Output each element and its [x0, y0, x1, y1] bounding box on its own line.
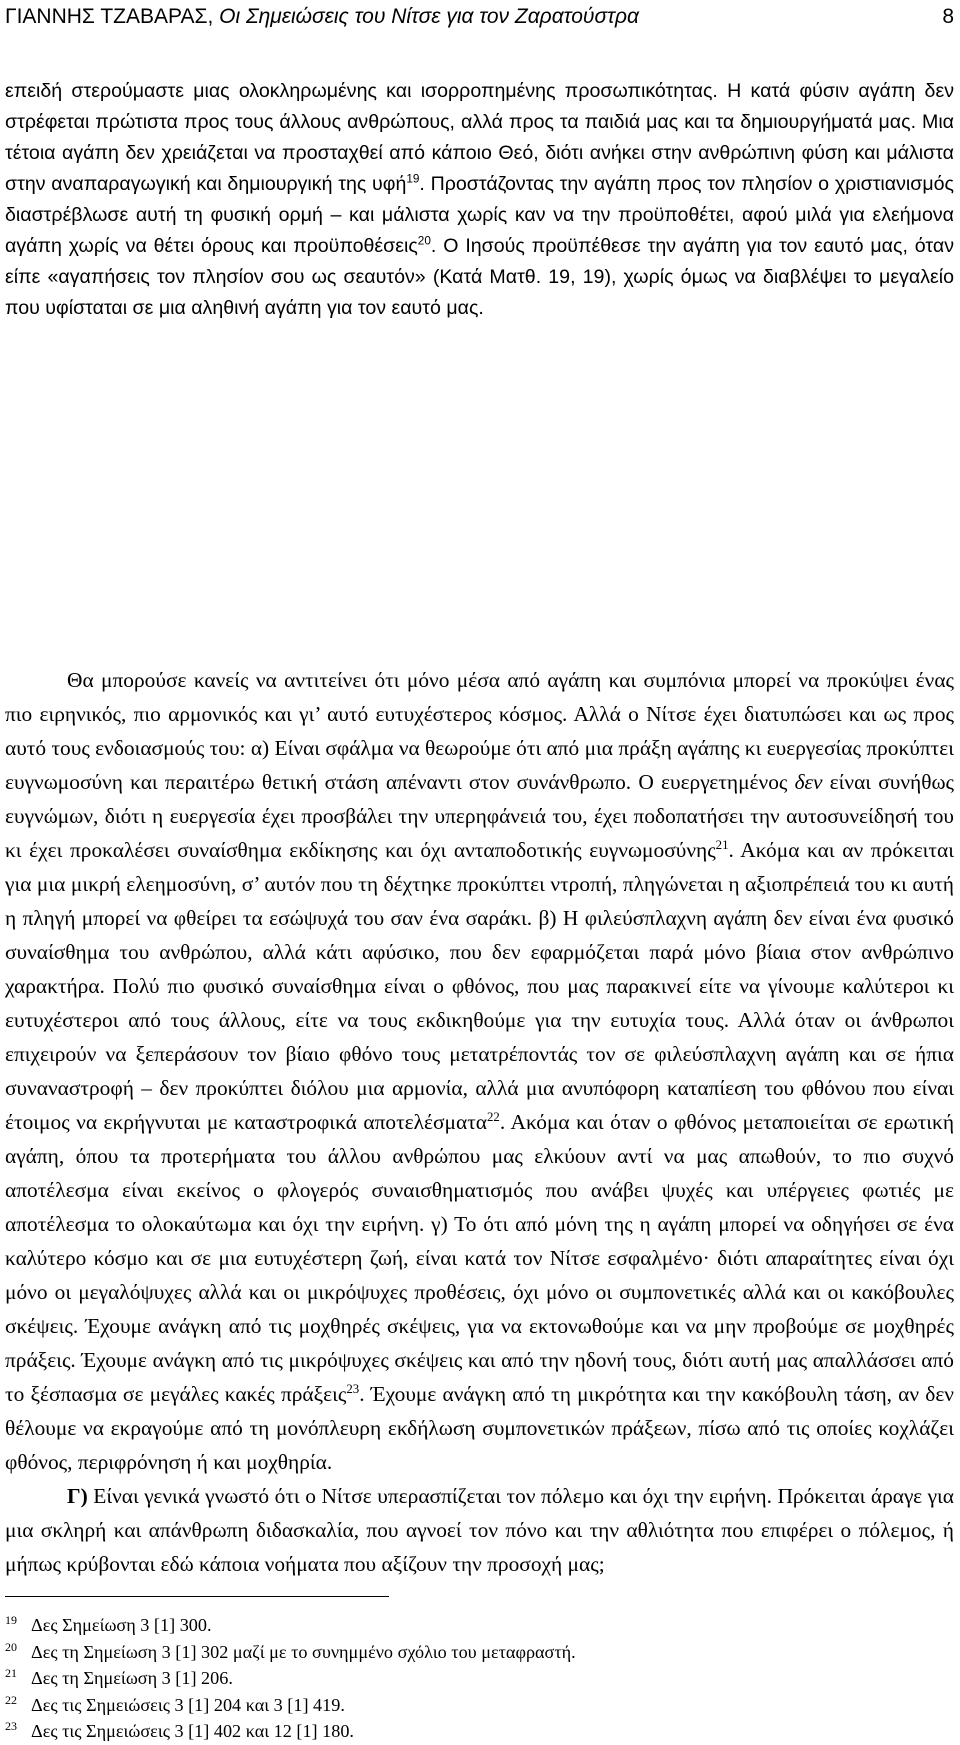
- header-author: ΓΙΑΝΝΗΣ ΤΖΑΒΑΡΑΣ,: [5, 5, 214, 28]
- footnote-19: 19 Δες Σημείωση 3 [1] 300.: [5, 1613, 212, 1635]
- footnote-23: 23 Δες τις Σημειώσεις 3 [1] 402 και 12 [1] 180.: [5, 1719, 354, 1742]
- footnote-ref-23: 23: [346, 1382, 360, 1397]
- footnotes: [5, 1612, 954, 1745]
- footnote-separator: [5, 1596, 389, 1597]
- paragraph-1-part-b: . Προστάζοντας την αγάπη προς τον πλησίον ο χριστιανισμός διαστρέβλωσε αυτή τη φυσική ορμή – και μάλιστα χωρίς καν να την προϋποθέτει, αφού μιλά για ελεήμονα αγάπη χωρίς να θέτει όρους και προϋποθέσεις: [5, 173, 954, 257]
- footnote-text: Δες τις Σημειώσεις 3 [1] 402 και 12 [1] 180.: [31, 1721, 354, 1742]
- footnote-20: 20 Δες τη Σημείωση 3 [1] 302 μαζί με το συνημμένο σχόλιο του μεταφραστή.: [5, 1639, 576, 1662]
- footnote-text: Δες τη Σημείωση 3 [1] 206.: [31, 1668, 233, 1689]
- paragraph-2-part-b: είναι συνήθως ευγνώμων, διότι η ευεργεσία έχει προσβάλει την υπερηφάνειά του, έχει ποδοπατήσει την αυτοσυνείδησή του κι έχει προκαλέσει συναίσθημα εκδίκησης και όχι ανταποδοτικής ευγνωμοσύνης: [5, 770, 955, 862]
- body-text-top: [5, 76, 954, 324]
- footnote-text: Δες τις Σημειώσεις 3 [1] 204 και 3 [1] 419.: [31, 1694, 345, 1715]
- page-number: 8: [942, 5, 954, 28]
- footnote-ref-20: 20: [417, 234, 431, 248]
- paragraph-2-part-e: . Έχουμε ανάγκη από τη μικρότητα και την κακόβουλη τάση, αν δεν θέλουμε να εκραγούμε από τη μονόπλευρη εκδήλωση συμπονετικών πράξεων, πίσω από τις οποίες κοχλάζει φθόνος, περιφρόνηση ή και μοχθηρία.: [5, 1382, 954, 1474]
- footnote-ref-19: 19: [406, 172, 420, 186]
- footnote-21: 21 Δες τη Σημείωση 3 [1] 206.: [5, 1666, 233, 1689]
- paragraph-2-part-a: Θα μπορούσε κανείς να αντιτείνει ότι μόνο μέσα από αγάπη και συμπόνια μπορεί να προκύψει ένας πιο ειρηνικός, πιο αρμονικός και γι’ αυτό ευτυχέστερος κόσμος. Αλλά ο Νίτσε έχει διατυπώσει και ως προς αυτό τους ενδοιασμούς του: α) Είναι σφάλμα να θεωρούμε ότι από μια πράξη αγάπης κι ευεργεσίας προκύπτει ευγνωμοσύνη και περαιτέρω θετική στάση απέναντι στον συνάνθρωπο. Ο ευεργετημένος: [5, 668, 954, 794]
- paragraph-3-text: Είναι γενικά γνωστό ότι ο Νίτσε υπερασπίζεται τον πόλεμο και όχι την ειρήνη. Πρόκειται άραγε για μια σκληρή και απάνθρωπη διδασκαλία, που αγνοεί τον πόνο και την αθλιότητα που επιφέρει ο πόλεμος, ή μήπως κρύβονται εδώ κάποια νοήματα που αξίζουν την προσοχή μας;: [5, 1484, 954, 1576]
- header-work-title: Οι Σημειώσεις του Νίτσε για τον Ζαρατούστρα: [219, 5, 639, 28]
- footnote-ref-21: 21: [715, 838, 729, 853]
- body-text-main: [5, 663, 954, 1581]
- paragraph-3: [5, 1479, 954, 1581]
- emphasis-den: δεν: [794, 770, 823, 794]
- footnote-text: Δες Σημείωση 3 [1] 300.: [31, 1615, 212, 1635]
- paragraph-1: [5, 76, 954, 324]
- footnote-text: Δες τη Σημείωση 3 [1] 302 μαζί με το συνημμένο σχόλιο του μεταφραστή.: [31, 1641, 576, 1662]
- section-marker-gamma: Γ): [67, 1484, 88, 1508]
- paragraph-1-part-c: . Ο Ιησούς προϋπέθεσε την αγάπη για τον εαυτό μας, όταν είπε «αγαπήσεις τον πλησίον σου ως σεαυτόν» (Κατά Ματθ. 19, 19), χωρίς όμως να διαβλέψει το μεγαλείο που υφίσταται σε μια αληθινή αγάπη για τον εαυτό μας.: [5, 235, 954, 319]
- footnote-ref-22: 22: [487, 1110, 500, 1125]
- paragraph-1-part-a: επειδή στερούμαστε μιας ολοκληρωμένης και ισορροπημένης προσωπικότητας. Η κατά φύσιν αγάπη δεν στρέφεται πρώτιστα προς τους άλλους ανθρώπους, αλλά προς τα παιδιά μας και τα δημιουργήματά μας. Μια τέτοια αγάπη δεν χρειάζεται να προσταχθεί από κάποιο Θεό, διότι ανήκει στην ανθρώπινη φύση και μάλιστα στην αναπαραγωγική και δημιουργική της υφή: [5, 80, 954, 195]
- running-header: [5, 3, 954, 31]
- header-title: [5, 3, 639, 31]
- paragraph-2: [5, 663, 954, 1479]
- footnote-22: 22 Δες τις Σημειώσεις 3 [1] 204 και 3 [1] 419.: [5, 1692, 345, 1715]
- paragraph-2-part-c: . Ακόμα και αν πρόκειται για μια μικρή ελεημοσύνη, σ’ αυτόν που τη δέχτηκε προκύπτει ντροπή, πληγώνεται η αξιοπρέπειά του κι αυτή η πληγή μπορεί να φθείρει τα εσώψυχά του σαν ένα σαράκι. β) Η φιλεύσπλαχνη αγάπη δεν είναι ένα φυσικό συναίσθημα του ανθρώπου, αλλά κάτι αφύσικο, που δεν εφαρμόζεται παρά μόνο βίαια στον ανθρώπινο χαρακτήρα. Πολύ πιο φυσικό συναίσθημα είναι ο φθόνος, που μας παρακινεί είτε να γίνουμε καλύτεροι κι ευτυχέστεροι από τους άλλους, είτε να τους εκδικηθούμε για την ευτυχία τους. Αλλά όταν οι άνθρωποι επιχειρούν να ξεπεράσουν τον βίαιο φθόνο τους μετατρέποντάς τον σε φιλεύσπλαχνη αγάπη και σε ήπια συναναστροφή – δεν προκύπτει διόλου μια αρμονία, αλλά μια ανυπόφορη καταπίεση του φθόνου που είναι έτοιμος να εκρήγνυται με καταστροφικά αποτελέσματα: [5, 838, 954, 1134]
- paragraph-2-part-d: . Ακόμα και όταν ο φθόνος μεταποιείται σε ερωτική αγάπη, όπου τα προτερήματα του άλλου ανθρώπου μας ελκύουν αντί να μας απωθούν, το πιο συχνό αποτέλεσμα είναι εκείνος ο φλογερός συναισθηματισμός που ανάβει ψυχές και υπέργειες φωτιές με αποτέλεσμα το ολοκαύτωμα και όχι την ειρήνη. γ) Το ότι από μόνη της η αγάπη μπορεί να οδηγήσει σε ένα καλύτερο κόσμο και σε μια ευτυχέστερη ζωή, είναι κατά τον Νίτσε εσφαλμένο· διότι απαραίτητες είναι όχι μόνο οι μεγαλόψυχες αλλά και οι μικρόψυχες προθέσεις, όχι μόνο οι συμπονετικές αλλά και οι κακόβουλες σκέψεις. Έχουμε ανάγκη από τις μοχθηρές σκέψεις, για να εκτονωθούμε και να μην προβούμε σε μοχθηρές πράξεις. Έχουμε ανάγκη από τις μικρόψυχες σκέψεις και από την ηδονή τους, διότι αυτή μας απαλλάσσει από το ξέσπασμα σε μεγάλες κακές πράξεις: [5, 1110, 955, 1406]
